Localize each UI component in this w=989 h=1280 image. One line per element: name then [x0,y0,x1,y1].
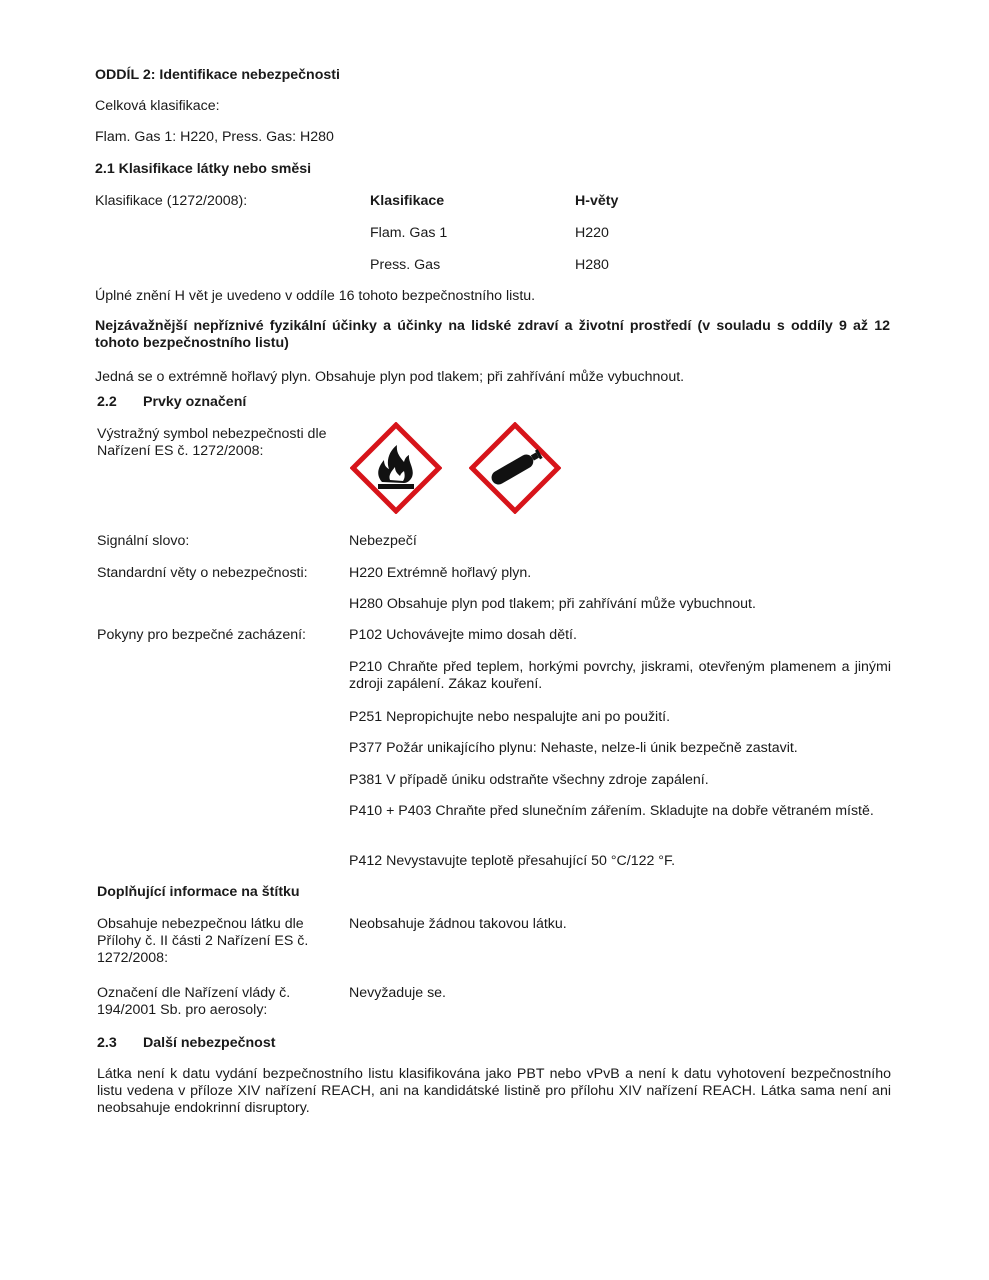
aerosol-label: Označení dle Nařízení vlády č. 194/2001 Sb. pro aerosoly: [97,985,291,1018]
other-hazards-text: Látka není k datu vydání bezpečnostního listu klasifikována jako PBT nebo vPvB a není k datu vyhotovení bezpečnostního listu vedena v příloze XIV nařízení REACH, ani na kandidátské listině pro přílohu XIV nařízení REACH. Látka sama není ani neobsahuje endokrinní disruptory. [97,1066,891,1116]
subsection-2-3-title: Další nebezpečnost [143,1035,276,1051]
subsection-2-2-number: 2.2 [97,394,117,410]
hazard-statements-label: Standardní věty o nebezpečnosti: [97,565,308,581]
subsection-2-1-heading: 2.1 Klasifikace látky nebo směsi [95,161,312,177]
h-statement-cell: H280 [575,257,609,273]
subsection-2-3-number: 2.3 [97,1035,117,1051]
precaution-p102: P102 Uchovávejte mimo dosah dětí. [349,627,577,643]
subsection-2-2-title: Prvky označení [143,394,247,410]
classification-column-header: Klasifikace [370,193,445,209]
precaution-p410-p403: P410 + P403 Chraňte před slunečním zářením. Skladujte na dobře větraném místě. [349,803,874,819]
annex-substance-value: Neobsahuje žádnou takovou látku. [349,916,567,932]
classification-cell: Press. Gas [370,257,441,273]
supplemental-info-heading: Doplňující informace na štítku [97,884,300,900]
classification-label: Klasifikace (1272/2008): [95,193,248,209]
hazard-statement-h220: H220 Extrémně hořlavý plyn. [349,565,532,581]
precaution-p377: P377 Požár unikajícího plynu: Nehaste, nelze-li únik bezpečně zastavit. [349,740,798,756]
signal-word-label: Signální slovo: [97,533,190,549]
section-heading: ODDÍL 2: Identifikace nebezpečnosti [95,67,340,83]
hazard-statement-h280: H280 Obsahuje plyn pod tlakem; při zahřívání může vybuchnout. [349,596,756,612]
h-statements-column-header: H-věty [575,193,619,209]
precaution-p210: P210 Chraňte před teplem, horkými povrchy, jiskrami, otevřeným plamenem a jinými zdroji zapálení. Zákaz kouření. [349,659,891,692]
signal-word-value: Nebezpečí [349,533,417,549]
precaution-p381: P381 V případě úniku odstraňte všechny zdroje zapálení. [349,772,709,788]
adverse-effects-text: Jedná se o extrémně hořlavý plyn. Obsahuje plyn pod tlakem; při zahřívání může vybuchnout. [95,369,685,385]
overall-classification-value: Flam. Gas 1: H220, Press. Gas: H280 [95,129,334,145]
annex-substance-label: Obsahuje nebezpečnou látku dle Přílohy č. II části 2 Nařízení ES č. 1272/2008: [97,916,309,966]
hazard-pictogram-label: Výstražný symbol nebezpečnosti dle Nařízení ES č. 1272/2008: [97,426,327,459]
aerosol-value: Nevyžaduje se. [349,985,446,1001]
precautionary-statements-label: Pokyny pro bezpečné zacházení: [97,627,307,643]
precaution-p251: P251 Nepropichujte nebo nespalujte ani po použití. [349,709,671,725]
h-statement-cell: H220 [575,225,609,241]
full-text-note: Úplné znění H vět je uvedeno v oddíle 16 tohoto bezpečnostního listu. [95,288,536,304]
flame-pictogram-icon [350,422,442,514]
adverse-effects-heading: Nejzávažnější nepříznivé fyzikální účinky a účinky na lidské zdraví a životní prostředí (v souladu s oddíly 9 až 12 tohoto bezpečnostního listu) [95,318,890,351]
gas-cylinder-pictogram-icon [469,422,561,514]
classification-cell: Flam. Gas 1 [370,225,448,241]
precaution-p412: P412 Nevystavujte teplotě přesahující 50 °C/122 °F. [349,853,676,869]
overall-classification-label: Celková klasifikace: [95,98,220,114]
